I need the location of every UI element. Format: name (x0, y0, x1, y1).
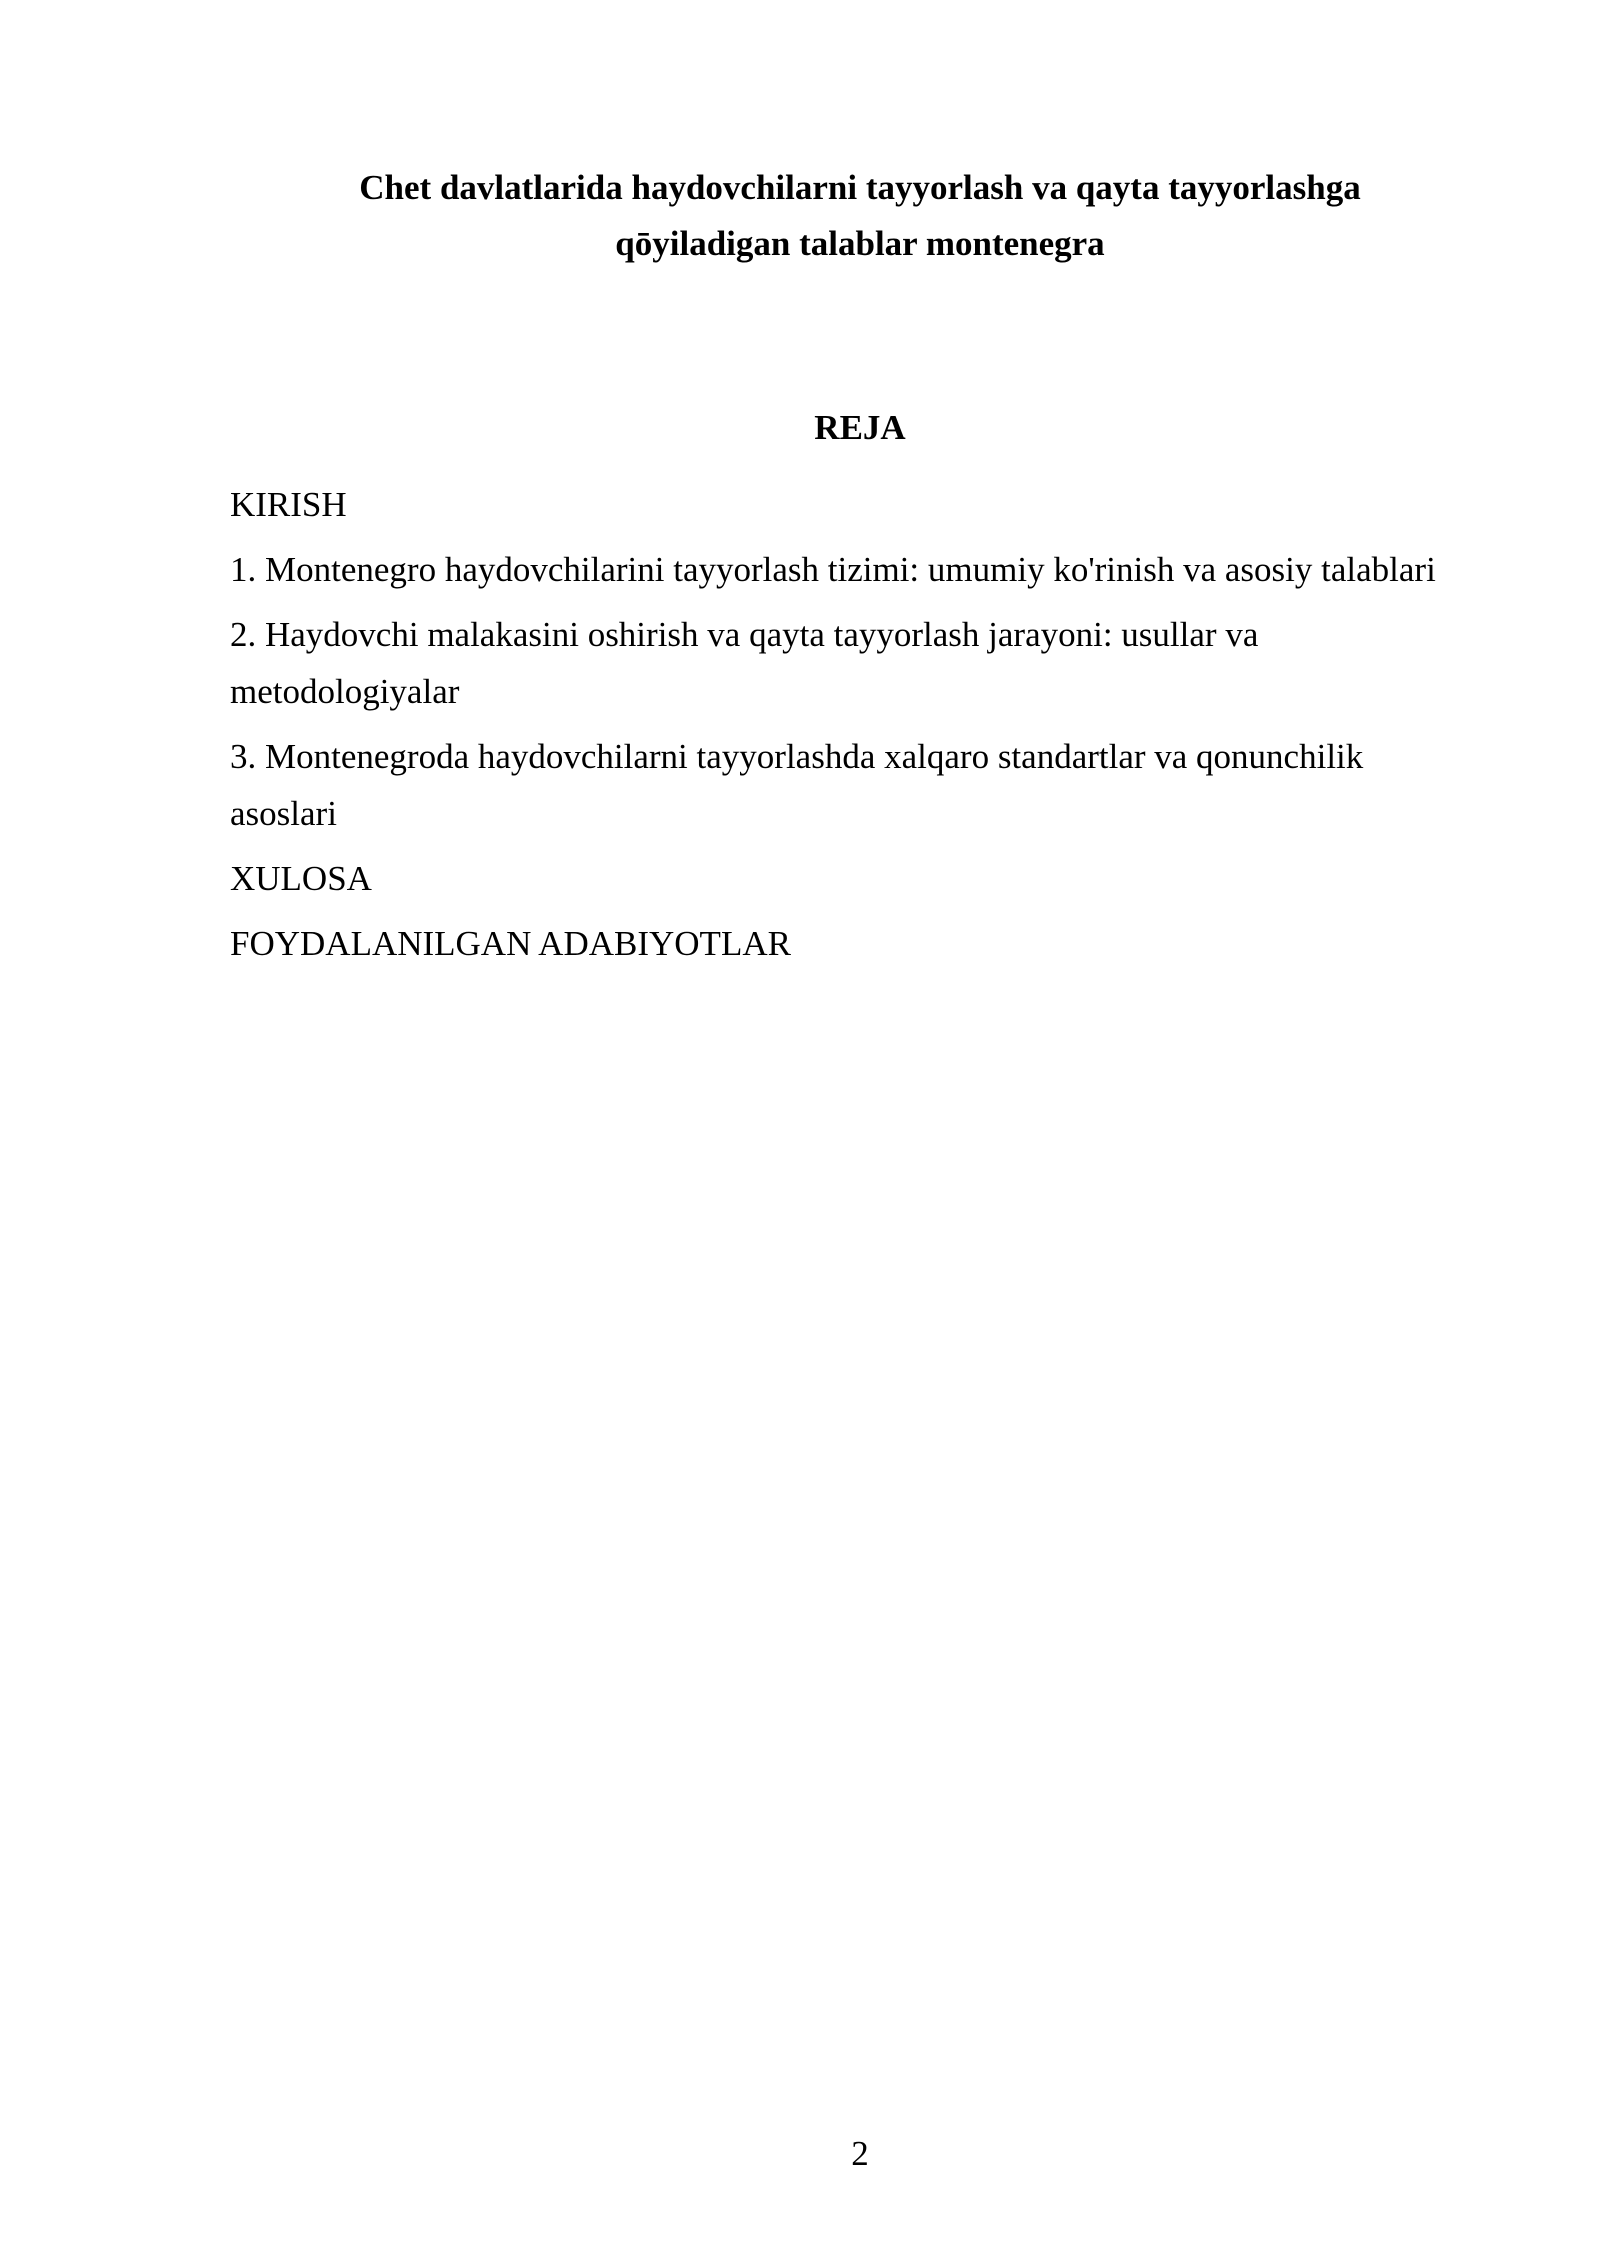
plan-list (230, 476, 1470, 980)
page-number: 2 (851, 2134, 869, 2173)
plan-item-introduction: KIRISH (230, 485, 347, 524)
title-line-1: Chet davlatlarida haydovchilarni tayyorlash va qayta tayyorlashga (359, 168, 1361, 207)
plan-heading: REJA (814, 408, 906, 447)
plan-item-2: 2. Haydovchi malakasini oshirish va qayta tayyorlash jarayoni: usullar va metodologiyalar (230, 615, 1259, 711)
document-title (230, 160, 1490, 272)
plan-item-references: FOYDALANILGAN ADABIYOTLAR (230, 924, 791, 963)
plan-item-3: 3. Montenegroda haydovchilarni tayyorlashda xalqaro standartlar va qonunchilik asoslari (230, 737, 1364, 833)
plan-item-1: 1. Montenegro haydovchilarini tayyorlash tizimi: umumiy ko'rinish va asosiy talablari (230, 550, 1436, 589)
plan-item-conclusion: XULOSA (230, 859, 372, 898)
title-line-2: qōyiladigan talablar montenegra (615, 224, 1105, 263)
